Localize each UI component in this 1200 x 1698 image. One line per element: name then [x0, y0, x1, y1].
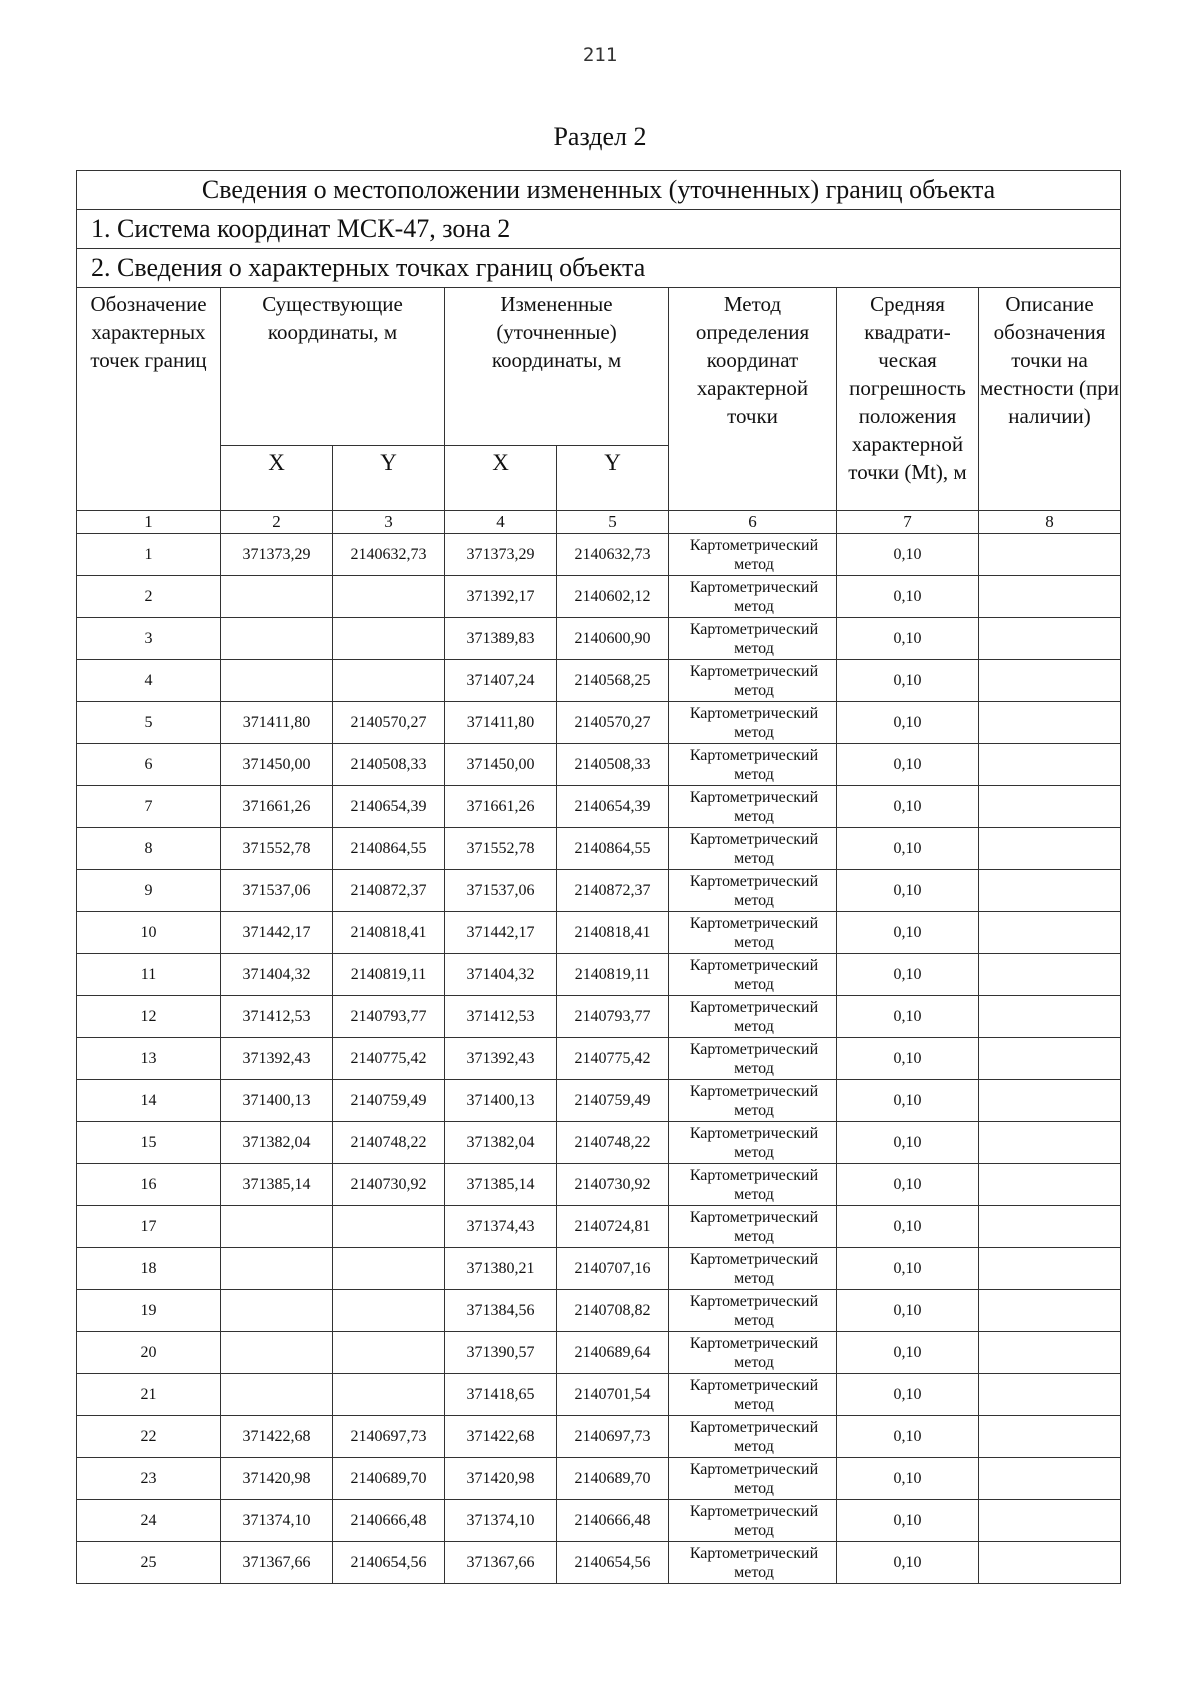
cell-point-description: [979, 786, 1121, 828]
cell-mean-square-error: 0,10: [837, 828, 979, 870]
cell-point-number: 9: [77, 870, 221, 912]
table-row: [77, 1164, 1121, 1206]
cell-point-number: 10: [77, 912, 221, 954]
cell-existing-x: 371411,80: [221, 702, 333, 744]
cell-changed-x: 371374,10: [445, 1500, 557, 1542]
cell-method: [669, 954, 837, 996]
cell-changed-x: 371392,17: [445, 576, 557, 618]
cell-point-description: [979, 744, 1121, 786]
cell-mean-square-error: 0,10: [837, 1164, 979, 1206]
cell-point-number: 24: [77, 1500, 221, 1542]
table-row: [77, 744, 1121, 786]
cell-existing-y: 2140689,70: [333, 1458, 445, 1500]
method-text: Картометрический метод: [689, 1502, 819, 1539]
table-row: [77, 912, 1121, 954]
cell-changed-y: 2140508,33: [557, 744, 669, 786]
cell-changed-y: 2140708,82: [557, 1290, 669, 1332]
cell-point-description: [979, 828, 1121, 870]
method-text: Картометрический метод: [689, 872, 819, 909]
cell-changed-y: 2140701,54: [557, 1374, 669, 1416]
cell-point-description: [979, 660, 1121, 702]
cell-changed-y: 2140697,73: [557, 1416, 669, 1458]
method-text: Картометрический метод: [689, 704, 819, 741]
table-row: [77, 1416, 1121, 1458]
cell-point-description: [979, 1122, 1121, 1164]
column-number: 4: [445, 511, 557, 534]
cell-method: [669, 744, 837, 786]
cell-method: [669, 1080, 837, 1122]
method-text: Картометрический метод: [689, 1334, 819, 1371]
table-row: [77, 1458, 1121, 1500]
cell-changed-x: 371390,57: [445, 1332, 557, 1374]
cell-method: [669, 1038, 837, 1080]
cell-point-description: [979, 1164, 1121, 1206]
cell-method: [669, 534, 837, 576]
cell-existing-x: 371422,68: [221, 1416, 333, 1458]
cell-method: [669, 1458, 837, 1500]
table-row: [77, 702, 1121, 744]
column-number: 3: [333, 511, 445, 534]
cell-mean-square-error: 0,10: [837, 912, 979, 954]
table-row: [77, 1080, 1121, 1122]
cell-existing-y: 2140819,11: [333, 954, 445, 996]
cell-point-description: [979, 1206, 1121, 1248]
cell-existing-y: 2140666,48: [333, 1500, 445, 1542]
header-existing-coordinates: Существующие координаты, м: [221, 288, 445, 446]
cell-mean-square-error: 0,10: [837, 1332, 979, 1374]
cell-changed-y: 2140775,42: [557, 1038, 669, 1080]
cell-changed-y: 2140654,56: [557, 1542, 669, 1584]
cell-existing-y: 2140632,73: [333, 534, 445, 576]
cell-point-number: 7: [77, 786, 221, 828]
cell-changed-x: 371373,29: [445, 534, 557, 576]
cell-existing-y: 2140654,39: [333, 786, 445, 828]
cell-changed-y: 2140724,81: [557, 1206, 669, 1248]
cell-point-number: 3: [77, 618, 221, 660]
table-row: [77, 1038, 1121, 1080]
cell-existing-y: [333, 1374, 445, 1416]
cell-existing-y: 2140748,22: [333, 1122, 445, 1164]
cell-existing-x: 371392,43: [221, 1038, 333, 1080]
cell-changed-y: 2140864,55: [557, 828, 669, 870]
method-text: Картометрический метод: [689, 998, 819, 1035]
cell-changed-x: 371411,80: [445, 702, 557, 744]
cell-changed-x: 371384,56: [445, 1290, 557, 1332]
cell-mean-square-error: 0,10: [837, 786, 979, 828]
cell-method: [669, 1206, 837, 1248]
method-text: Картометрический метод: [689, 620, 819, 657]
method-text: Картометрический метод: [689, 1418, 819, 1455]
cell-mean-square-error: 0,10: [837, 702, 979, 744]
cell-changed-y: 2140748,22: [557, 1122, 669, 1164]
cell-mean-square-error: 0,10: [837, 1374, 979, 1416]
cell-existing-y: 2140864,55: [333, 828, 445, 870]
table-title: Сведения о местоположении измененных (уточненных) границ объекта: [77, 171, 1121, 210]
table-row: [77, 1290, 1121, 1332]
method-text: Картометрический метод: [689, 662, 819, 699]
cell-changed-x: 371450,00: [445, 744, 557, 786]
cell-existing-y: 2140818,41: [333, 912, 445, 954]
cell-changed-x: 371661,26: [445, 786, 557, 828]
method-text: Картометрический метод: [689, 578, 819, 615]
header-changed-coordinates: Измененные (уточненные) координаты, м: [445, 288, 669, 446]
header-existing-x: X: [221, 445, 333, 510]
cell-method: [669, 912, 837, 954]
cell-existing-y: 2140793,77: [333, 996, 445, 1038]
header-existing-y: Y: [333, 445, 445, 510]
cell-point-number: 12: [77, 996, 221, 1038]
cell-point-number: 16: [77, 1164, 221, 1206]
cell-mean-square-error: 0,10: [837, 1248, 979, 1290]
cell-method: [669, 1122, 837, 1164]
cell-existing-x: 371420,98: [221, 1458, 333, 1500]
table-row: [77, 954, 1121, 996]
boundary-points-table: [76, 170, 1121, 1584]
table-row: [77, 1122, 1121, 1164]
cell-changed-y: 2140632,73: [557, 534, 669, 576]
page-number: 211: [582, 44, 618, 66]
cell-point-number: 15: [77, 1122, 221, 1164]
cell-mean-square-error: 0,10: [837, 1542, 979, 1584]
header-changed-y: Y: [557, 445, 669, 510]
cell-changed-y: 2140818,41: [557, 912, 669, 954]
cell-method: [669, 660, 837, 702]
cell-existing-x: 371400,13: [221, 1080, 333, 1122]
cell-existing-x: 371661,26: [221, 786, 333, 828]
cell-changed-x: 371380,21: [445, 1248, 557, 1290]
cell-changed-y: 2140730,92: [557, 1164, 669, 1206]
cell-mean-square-error: 0,10: [837, 1080, 979, 1122]
cell-changed-y: 2140759,49: [557, 1080, 669, 1122]
table-row: [77, 1500, 1121, 1542]
cell-point-description: [979, 954, 1121, 996]
column-number: 6: [669, 511, 837, 534]
cell-method: [669, 1290, 837, 1332]
cell-point-description: [979, 1542, 1121, 1584]
cell-point-number: 19: [77, 1290, 221, 1332]
cell-changed-y: 2140707,16: [557, 1248, 669, 1290]
column-number: 8: [979, 511, 1121, 534]
method-text: Картометрический метод: [689, 1544, 819, 1581]
method-text: Картометрический метод: [689, 1040, 819, 1077]
cell-mean-square-error: 0,10: [837, 534, 979, 576]
cell-existing-y: [333, 660, 445, 702]
method-text: Картометрический метод: [689, 830, 819, 867]
method-text: Картометрический метод: [689, 1250, 819, 1287]
table-row: [77, 1542, 1121, 1584]
cell-changed-y: 2140570,27: [557, 702, 669, 744]
column-number: 2: [221, 511, 333, 534]
cell-existing-x: [221, 660, 333, 702]
cell-existing-y: 2140508,33: [333, 744, 445, 786]
cell-method: [669, 1416, 837, 1458]
cell-changed-x: 371412,53: [445, 996, 557, 1038]
cell-existing-x: [221, 1332, 333, 1374]
header-method: Метод определения координат характерной точки: [669, 288, 837, 511]
cell-changed-y: 2140793,77: [557, 996, 669, 1038]
cell-mean-square-error: 0,10: [837, 1500, 979, 1542]
cell-point-number: 8: [77, 828, 221, 870]
cell-changed-x: 371407,24: [445, 660, 557, 702]
cell-changed-y: 2140602,12: [557, 576, 669, 618]
cell-existing-x: 371537,06: [221, 870, 333, 912]
cell-changed-y: 2140819,11: [557, 954, 669, 996]
coordinate-system: 1. Система координат МСК-47, зона 2: [77, 210, 1121, 249]
cell-method: [669, 828, 837, 870]
cell-point-number: 18: [77, 1248, 221, 1290]
cell-existing-y: 2140759,49: [333, 1080, 445, 1122]
table-row: [77, 1374, 1121, 1416]
cell-existing-y: [333, 1248, 445, 1290]
cell-point-number: 23: [77, 1458, 221, 1500]
cell-point-number: 2: [77, 576, 221, 618]
cell-existing-y: [333, 1290, 445, 1332]
cell-point-description: [979, 1248, 1121, 1290]
table-row: [77, 870, 1121, 912]
cell-point-number: 17: [77, 1206, 221, 1248]
cell-changed-x: 371392,43: [445, 1038, 557, 1080]
cell-existing-y: [333, 576, 445, 618]
cell-changed-y: 2140689,64: [557, 1332, 669, 1374]
cell-existing-x: 371552,78: [221, 828, 333, 870]
header-point-designation: Обозначение характерных точек границ: [77, 288, 221, 511]
table-subtitle: 2. Сведения о характерных точках границ объекта: [77, 249, 1121, 288]
cell-existing-y: [333, 1206, 445, 1248]
cell-point-number: 20: [77, 1332, 221, 1374]
cell-changed-y: 2140600,90: [557, 618, 669, 660]
cell-changed-x: 371404,32: [445, 954, 557, 996]
method-text: Картометрический метод: [689, 1376, 819, 1413]
cell-method: [669, 1332, 837, 1374]
column-number: 1: [77, 511, 221, 534]
cell-point-number: 11: [77, 954, 221, 996]
table-row: [77, 1332, 1121, 1374]
cell-existing-x: [221, 1248, 333, 1290]
section-title: Раздел 2: [553, 122, 647, 151]
cell-method: [669, 1164, 837, 1206]
cell-existing-y: [333, 1332, 445, 1374]
cell-changed-x: 371382,04: [445, 1122, 557, 1164]
cell-point-description: [979, 1080, 1121, 1122]
cell-point-number: 21: [77, 1374, 221, 1416]
method-text: Картометрический метод: [689, 1292, 819, 1329]
method-text: Картометрический метод: [689, 1082, 819, 1119]
cell-point-number: 5: [77, 702, 221, 744]
cell-mean-square-error: 0,10: [837, 744, 979, 786]
method-text: Картометрический метод: [689, 1124, 819, 1161]
cell-point-number: 14: [77, 1080, 221, 1122]
cell-mean-square-error: 0,10: [837, 1416, 979, 1458]
cell-existing-x: 371442,17: [221, 912, 333, 954]
method-text: Картометрический метод: [689, 1208, 819, 1245]
cell-existing-x: 371450,00: [221, 744, 333, 786]
table-row: [77, 996, 1121, 1038]
cell-method: [669, 1500, 837, 1542]
cell-mean-square-error: 0,10: [837, 954, 979, 996]
cell-existing-x: 371385,14: [221, 1164, 333, 1206]
table-row: [77, 534, 1121, 576]
cell-existing-x: 371382,04: [221, 1122, 333, 1164]
cell-point-number: 4: [77, 660, 221, 702]
cell-point-description: [979, 576, 1121, 618]
cell-changed-x: 371552,78: [445, 828, 557, 870]
cell-mean-square-error: 0,10: [837, 870, 979, 912]
table-row: [77, 1248, 1121, 1290]
cell-method: [669, 1542, 837, 1584]
cell-mean-square-error: 0,10: [837, 996, 979, 1038]
column-number: 5: [557, 511, 669, 534]
cell-point-description: [979, 912, 1121, 954]
method-text: Картометрический метод: [689, 746, 819, 783]
cell-existing-x: [221, 618, 333, 660]
cell-mean-square-error: 0,10: [837, 1122, 979, 1164]
cell-mean-square-error: 0,10: [837, 1458, 979, 1500]
cell-point-description: [979, 534, 1121, 576]
cell-changed-y: 2140872,37: [557, 870, 669, 912]
cell-method: [669, 1374, 837, 1416]
table-row: [77, 660, 1121, 702]
cell-existing-x: 371374,10: [221, 1500, 333, 1542]
cell-existing-y: 2140775,42: [333, 1038, 445, 1080]
header-description: Описание обозначения точки на местности (при наличии): [979, 288, 1121, 511]
cell-existing-x: [221, 1290, 333, 1332]
cell-point-number: 1: [77, 534, 221, 576]
cell-changed-x: 371442,17: [445, 912, 557, 954]
cell-method: [669, 870, 837, 912]
cell-point-description: [979, 1374, 1121, 1416]
cell-method: [669, 576, 837, 618]
cell-existing-y: 2140654,56: [333, 1542, 445, 1584]
cell-point-description: [979, 1290, 1121, 1332]
cell-point-description: [979, 618, 1121, 660]
cell-mean-square-error: 0,10: [837, 1038, 979, 1080]
cell-existing-x: 371412,53: [221, 996, 333, 1038]
cell-point-number: 22: [77, 1416, 221, 1458]
cell-mean-square-error: 0,10: [837, 1206, 979, 1248]
method-text: Картометрический метод: [689, 788, 819, 825]
method-text: Картометрический метод: [689, 1166, 819, 1203]
table-row: [77, 1206, 1121, 1248]
cell-changed-y: 2140689,70: [557, 1458, 669, 1500]
cell-existing-x: 371404,32: [221, 954, 333, 996]
cell-changed-x: 371537,06: [445, 870, 557, 912]
cell-method: [669, 702, 837, 744]
cell-point-description: [979, 1500, 1121, 1542]
cell-point-description: [979, 1038, 1121, 1080]
cell-mean-square-error: 0,10: [837, 618, 979, 660]
table-row: [77, 786, 1121, 828]
cell-existing-x: [221, 576, 333, 618]
cell-existing-x: [221, 1206, 333, 1248]
cell-existing-x: 371373,29: [221, 534, 333, 576]
cell-existing-y: 2140697,73: [333, 1416, 445, 1458]
cell-changed-x: 371400,13: [445, 1080, 557, 1122]
cell-existing-y: 2140872,37: [333, 870, 445, 912]
cell-existing-x: 371367,66: [221, 1542, 333, 1584]
cell-point-description: [979, 996, 1121, 1038]
cell-point-description: [979, 870, 1121, 912]
cell-point-description: [979, 1332, 1121, 1374]
cell-method: [669, 618, 837, 660]
cell-changed-y: 2140654,39: [557, 786, 669, 828]
column-number: 7: [837, 511, 979, 534]
table-row: [77, 576, 1121, 618]
cell-changed-y: 2140568,25: [557, 660, 669, 702]
cell-mean-square-error: 0,10: [837, 576, 979, 618]
cell-method: [669, 786, 837, 828]
cell-point-description: [979, 1416, 1121, 1458]
cell-changed-x: 371367,66: [445, 1542, 557, 1584]
cell-changed-x: 371385,14: [445, 1164, 557, 1206]
cell-point-number: 25: [77, 1542, 221, 1584]
method-text: Картометрический метод: [689, 1460, 819, 1497]
cell-point-number: 13: [77, 1038, 221, 1080]
cell-changed-x: 371418,65: [445, 1374, 557, 1416]
cell-point-number: 6: [77, 744, 221, 786]
header-mean-square-error: Средняя квадрати-ческая погрешность положения характерной точки (Mt), м: [837, 288, 979, 511]
cell-method: [669, 996, 837, 1038]
table-row: [77, 828, 1121, 870]
method-text: Картометрический метод: [689, 956, 819, 993]
cell-existing-x: [221, 1374, 333, 1416]
cell-point-description: [979, 702, 1121, 744]
cell-changed-y: 2140666,48: [557, 1500, 669, 1542]
method-text: Картометрический метод: [689, 536, 819, 573]
cell-existing-y: [333, 618, 445, 660]
cell-existing-y: 2140730,92: [333, 1164, 445, 1206]
header-changed-x: X: [445, 445, 557, 510]
cell-changed-x: 371389,83: [445, 618, 557, 660]
cell-method: [669, 1248, 837, 1290]
cell-changed-x: 371374,43: [445, 1206, 557, 1248]
cell-point-description: [979, 1458, 1121, 1500]
cell-changed-x: 371420,98: [445, 1458, 557, 1500]
cell-existing-y: 2140570,27: [333, 702, 445, 744]
cell-mean-square-error: 0,10: [837, 660, 979, 702]
table-row: [77, 618, 1121, 660]
cell-mean-square-error: 0,10: [837, 1290, 979, 1332]
cell-changed-x: 371422,68: [445, 1416, 557, 1458]
method-text: Картометрический метод: [689, 914, 819, 951]
